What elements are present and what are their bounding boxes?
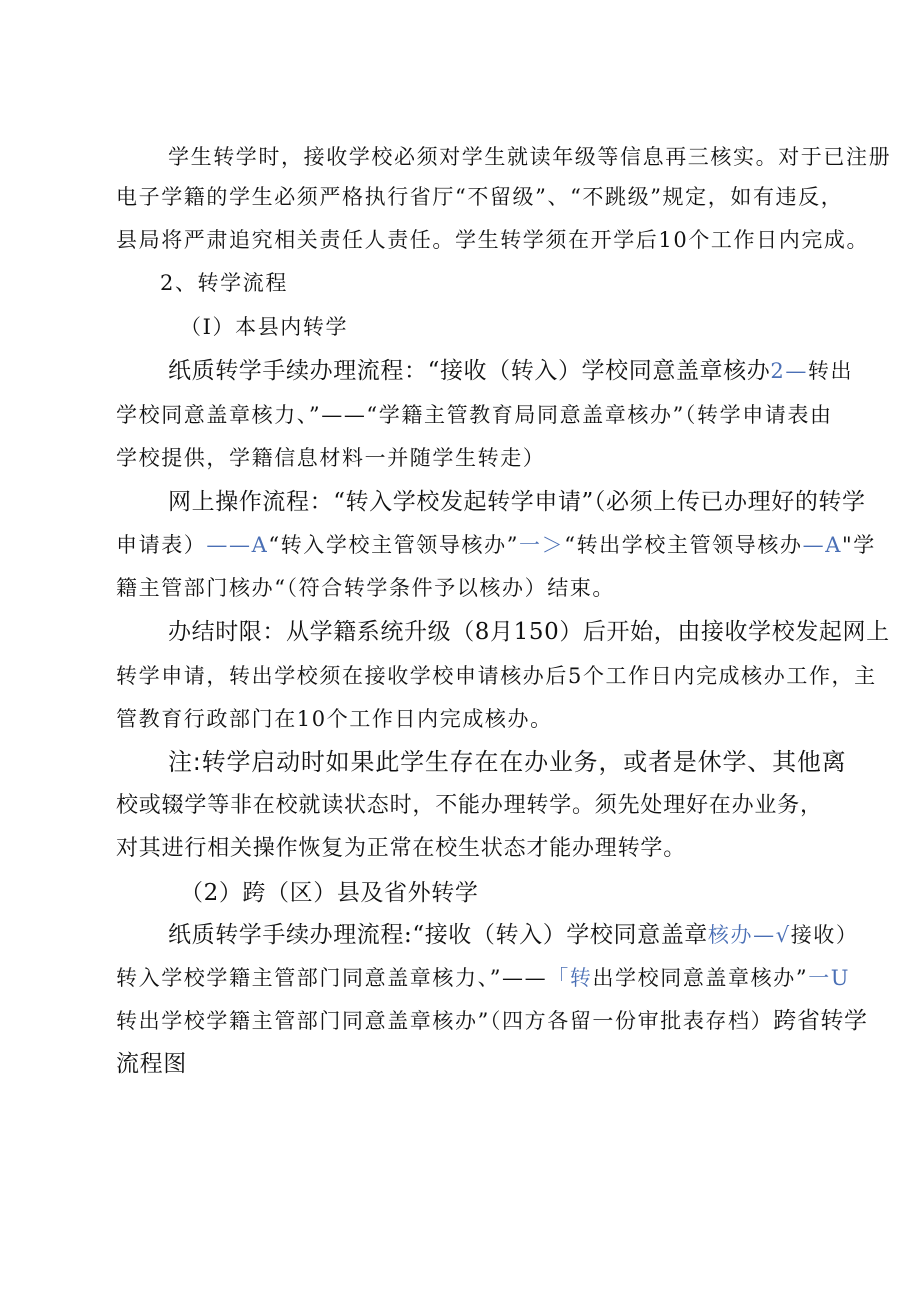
- cross-paper-line1: [168, 921, 859, 949]
- cross-line2-a: 转入学校学籍主管部门同意盖章核力、”——: [116, 966, 548, 990]
- online-line2-b: “转入学校主管领导核办”: [268, 533, 520, 557]
- note-line3: 对其进行相关操作恢复为正常在校生状态才能办理转学。: [116, 836, 687, 861]
- online-line2-c: “转出学校主管领导核办: [564, 533, 803, 557]
- cross-line3-a: 转出学校学籍主管部门同意盖章核办”（四方各留一份审批表存档）: [116, 1009, 774, 1033]
- subheading-cross-county: （2）跨（区）县及省外转学: [180, 880, 479, 906]
- cross-line2-b: 出学校同意盖章核办”: [592, 966, 809, 990]
- paper-process-line1: [168, 357, 853, 385]
- cross-paper-line4: 流程图: [116, 1051, 187, 1077]
- deadline-line1: 办结时限：从学籍系统升级（8月150）后开始，由接收学校发起网上: [168, 619, 890, 645]
- online-process-line3: 籍主管部门核办“（符合转学条件予以核办）结束。: [116, 576, 616, 600]
- cross-line3-b: 跨省转学: [773, 1008, 868, 1034]
- paper-process-text: 纸质转学手续办理流程：“接收（转入）学校同意盖章核办: [168, 358, 771, 384]
- para1-line2: 电子学籍的学生必须严格执行省厅“不留级”、“不跳级”规定，如有违反，: [116, 185, 844, 209]
- online-line2-artifact2: 一＞: [519, 533, 565, 557]
- para1-line3: 县局将严肃追究相关责任人责任。学生转学须在开学后10个工作日内完成。: [116, 228, 870, 252]
- note-line2: 校或辍学等非在校就读状态时，不能办理转学。须先处理好在办业务，: [116, 793, 823, 818]
- cross-paper-line3: [116, 1007, 868, 1035]
- note-line1: 注:转学启动时如果此学生存在在办业务，或者是休学、其他离: [168, 748, 847, 776]
- paper-process-end: 转出: [807, 359, 854, 383]
- para1-line1: 学生转学时，接收学校必须对学生就读年级等信息再三核实。对于已注册: [168, 145, 892, 169]
- online-line2-a: 申请表）: [116, 533, 207, 557]
- paper-process-line2: 学校同意盖章核力、”——“学籍主管教育局同意盖章核办”（转学申请表由: [116, 403, 833, 427]
- cross-line1-artifact: 核办—√: [707, 923, 791, 947]
- online-line2-d: "学: [841, 533, 876, 557]
- paper-process-artifact: 2—: [770, 359, 808, 383]
- deadline-line2: 转学申请，转出学校须在接收学校申请核办后5个工作日内完成核办工作，主: [116, 664, 877, 688]
- online-process-line2: [116, 531, 876, 559]
- cross-line2-artifact2: 一U: [808, 966, 851, 990]
- online-line2-artifact1: ——A: [206, 533, 269, 557]
- paper-process-line3: 学校提供，学籍信息材料一并随学生转走）: [116, 446, 546, 470]
- cross-line1-a: 纸质转学手续办理流程:“接收（转入）学校同意盖章: [168, 922, 708, 948]
- subheading-in-county: （I）本县内转学: [180, 315, 349, 339]
- cross-line1-b: 接收）: [790, 923, 859, 947]
- cross-paper-line2: [116, 964, 850, 992]
- online-line2-artifact3: —A: [802, 533, 842, 557]
- cross-line2-artifact1: 「转: [547, 966, 593, 990]
- heading-transfer-process: 2、转学流程: [160, 271, 288, 295]
- online-process-line1: 网上操作流程：“转入学校发起转学申请”（必须上传已办理好的转学: [168, 489, 866, 515]
- deadline-line3: 管教育行政部门在10个工作日内完成核办。: [116, 707, 553, 731]
